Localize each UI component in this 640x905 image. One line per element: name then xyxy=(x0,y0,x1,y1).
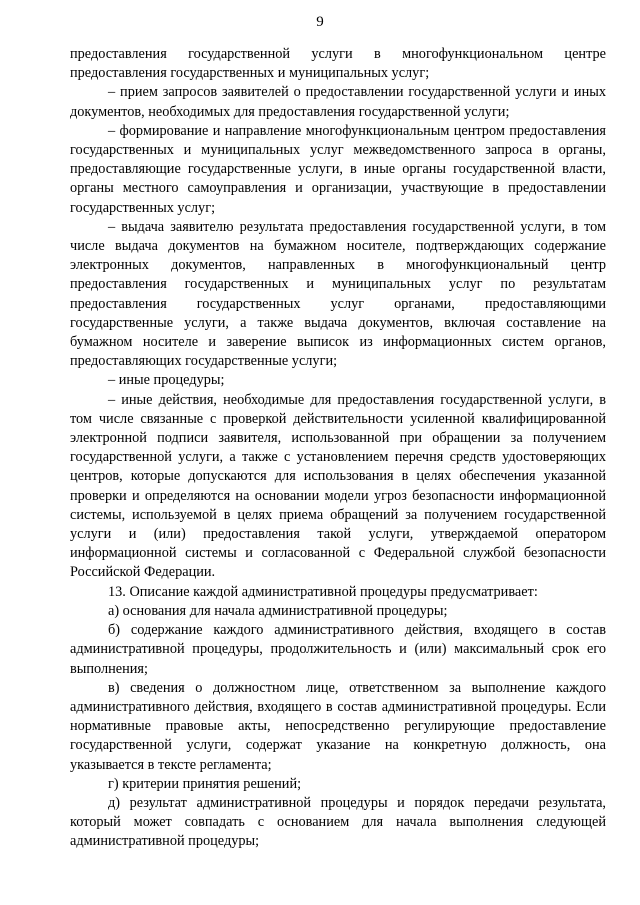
paragraph: д) результат административной процедуры и порядок передачи результата, который может совпадать с основанием для начала выполнения следующей административной процедуры; xyxy=(70,794,606,850)
page-number: 9 xyxy=(316,14,324,30)
paragraph: – иные действия, необходимые для предоставления государственной услуги, в том числе связанные с проверкой действительности усиленной квалифицированной электронной подписи заявителя, использованной при обращении за получением государственной услуги, а также с установлением перечня средств удостоверяющих центров, которые допускаются для использования в целях обеспечения указанной проверки и определяются на основании модели угроз безопасности информационной системы, используемой в целях приема обращений за получением государственной услуги и (или) предоставления такой услуги, утверждаемой оператором информационной системы и согласованной с Федеральной службой безопасности Российской Федерации. xyxy=(70,391,606,581)
paragraph: б) содержание каждого административного действия, входящего в состав административной процедуры, продолжительность и (или) максимальный срок его выполнения; xyxy=(70,622,606,677)
paragraph: – иные процедуры; xyxy=(108,372,225,389)
paragraph: – прием запросов заявителей о предоставлении государственной услуги и иных документов, необходимых для предоставления государственной услуги; xyxy=(70,84,606,120)
paragraph: – формирование и направление многофункциональным центром предоставления государственных и муниципальных услуг межведомственного запроса в органы, предоставляющие государственные услуги, в иные органы государственной власти, органы местного самоуправления и организации, участвующие в предоставлении государственных услуг; xyxy=(70,122,606,216)
paragraph: – выдача заявителю результата предоставления государственной услуги, в том числе выдача документов на бумажном носителе, подтверждающих содержание электронных документов, направленных в многофункциональный центр предоставления государственных и муниципальных услуг по результатам предоставления государственных услуг органами, предоставляющими государственные услуги, а также выдача документов, включая составление на бумажном носителе и заверение выписок из информационных систем органов, предоставляющих государственные услуги; xyxy=(70,218,606,370)
paragraph: г) критерии принятия решений; xyxy=(108,775,302,792)
paragraph: 13. Описание каждой административной процедуры предусматривает: xyxy=(108,583,538,600)
document-body xyxy=(70,45,606,852)
paragraph: а) основания для начала административной процедуры; xyxy=(108,602,448,619)
paragraph: предоставления государственной услуги в многофункциональном центре предоставления государственных и муниципальных услуг; xyxy=(70,46,606,82)
paragraph: в) сведения о должностном лице, ответственном за выполнение каждого административного действия, входящего в состав административной процедуры. Если нормативные правовые акты, непосредственно регулирующие предоставление государственной услуги, содержат указание на конкретную должность, она указывается в тексте регламента; xyxy=(70,679,606,773)
